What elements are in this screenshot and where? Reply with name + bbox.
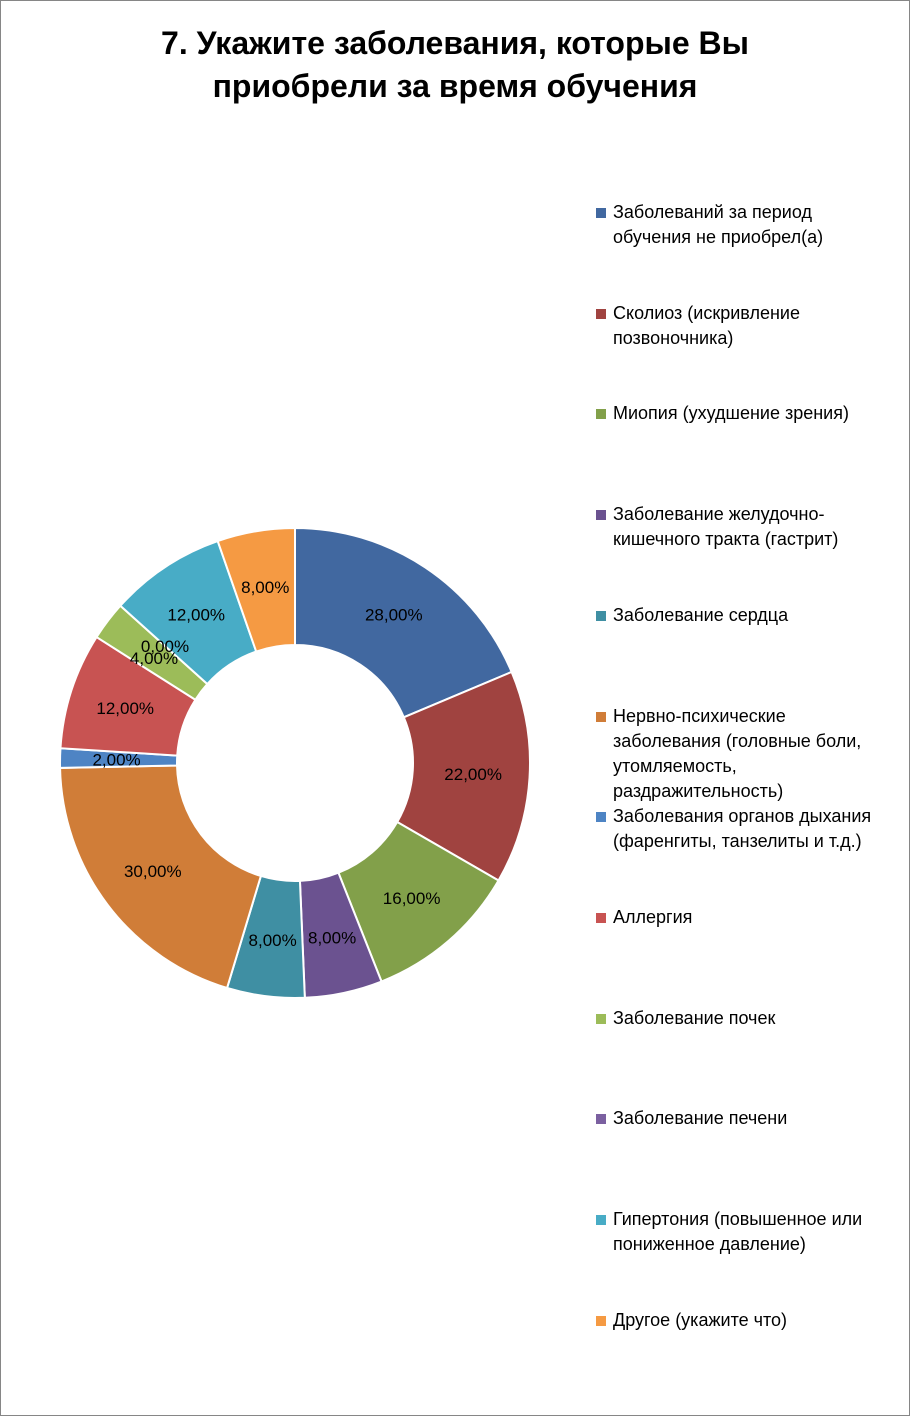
legend-swatch xyxy=(596,409,606,419)
legend-swatch xyxy=(596,208,606,218)
legend-item-10 xyxy=(596,1106,896,1131)
legend-label-line: Заболевание сердца xyxy=(613,604,789,625)
legend-label-line: Заболевания органов дыхания xyxy=(613,806,872,827)
legend-label xyxy=(613,502,896,552)
legend-item-1 xyxy=(596,200,896,250)
legend-label xyxy=(613,1308,896,1333)
chart-title: 7. Укажите заболевания, которые Вы приобрели за время обучения xyxy=(161,25,749,104)
data-label-8: 12,00% xyxy=(96,698,155,718)
legend-swatch xyxy=(596,309,606,319)
legend-label xyxy=(613,804,896,854)
legend-label xyxy=(613,1207,896,1257)
data-label-2: 22,00% xyxy=(444,765,502,785)
legend-label-line: Сколиоз (искривление xyxy=(613,302,800,323)
legend-item-8 xyxy=(596,905,896,930)
legend-label-line: кишечного тракта (гастрит) xyxy=(613,529,839,550)
legend-label xyxy=(613,1006,896,1031)
legend-label-line: заболевания (головные боли, xyxy=(613,730,862,751)
data-label-1: 28,00% xyxy=(364,605,423,625)
legend-swatch xyxy=(596,1014,606,1024)
legend-item-5 xyxy=(596,603,896,628)
legend-item-4 xyxy=(596,502,896,552)
legend-item-9 xyxy=(596,1006,896,1031)
legend-item-7 xyxy=(596,804,896,854)
legend-label-line: Заболевание почек xyxy=(613,1007,776,1028)
data-label-10: 0,00% xyxy=(140,637,190,656)
legend-swatch xyxy=(596,812,606,822)
legend-label-line: утомляемость, xyxy=(613,755,737,776)
legend-swatch xyxy=(596,1316,606,1326)
legend-item-11 xyxy=(596,1207,896,1257)
legend-label-line: Гипертония (повышенное или xyxy=(613,1209,863,1229)
legend-label-line: Аллергия xyxy=(613,906,693,927)
legend-label xyxy=(613,401,896,426)
legend-item-3 xyxy=(596,401,896,426)
legend-label-line: раздражительность) xyxy=(613,780,784,801)
legend-label-line: (фаренгиты, танзелиты и т.д.) xyxy=(613,831,862,852)
legend-label-line: Заболевание печени xyxy=(613,1108,788,1129)
legend-swatch xyxy=(596,1114,606,1124)
legend-label xyxy=(613,603,896,628)
legend-item-12 xyxy=(596,1308,896,1333)
legend-label xyxy=(613,301,896,351)
legend-label-line: Заболеваний за период xyxy=(613,202,812,222)
legend-label-line: позвоночника) xyxy=(613,327,734,348)
legend-swatch xyxy=(596,913,606,923)
legend-label-line: Миопия (ухудшение зрения) xyxy=(613,403,849,424)
data-label-12: 8,00% xyxy=(241,577,290,597)
legend-item-6 xyxy=(596,704,896,804)
legend-label xyxy=(613,200,896,250)
data-label-4: 8,00% xyxy=(308,928,357,948)
data-label-3: 16,00% xyxy=(382,889,441,909)
legend-label-line: Другое (укажите что) xyxy=(613,1309,788,1330)
legend-label-line: пониженное давление) xyxy=(613,1234,806,1254)
legend-item-2 xyxy=(596,301,896,351)
legend-label-line: обучения не приобрел(а) xyxy=(613,227,824,247)
legend-label-line: Нервно-психические xyxy=(613,705,786,726)
legend-label xyxy=(613,905,896,930)
legend-swatch xyxy=(596,611,606,621)
data-label-9: 4,00% xyxy=(129,649,179,668)
data-label-11: 12,00% xyxy=(167,605,226,625)
legend-swatch xyxy=(596,712,606,722)
legend-swatch xyxy=(596,510,606,520)
legend-label xyxy=(613,1106,896,1131)
data-label-6: 30,00% xyxy=(123,861,182,881)
data-label-7: 2,00% xyxy=(92,750,141,770)
legend-label xyxy=(613,704,896,804)
legend-swatch xyxy=(596,1215,606,1225)
data-label-5: 8,00% xyxy=(248,931,297,951)
legend-label-line: Заболевание желудочно- xyxy=(613,504,825,525)
